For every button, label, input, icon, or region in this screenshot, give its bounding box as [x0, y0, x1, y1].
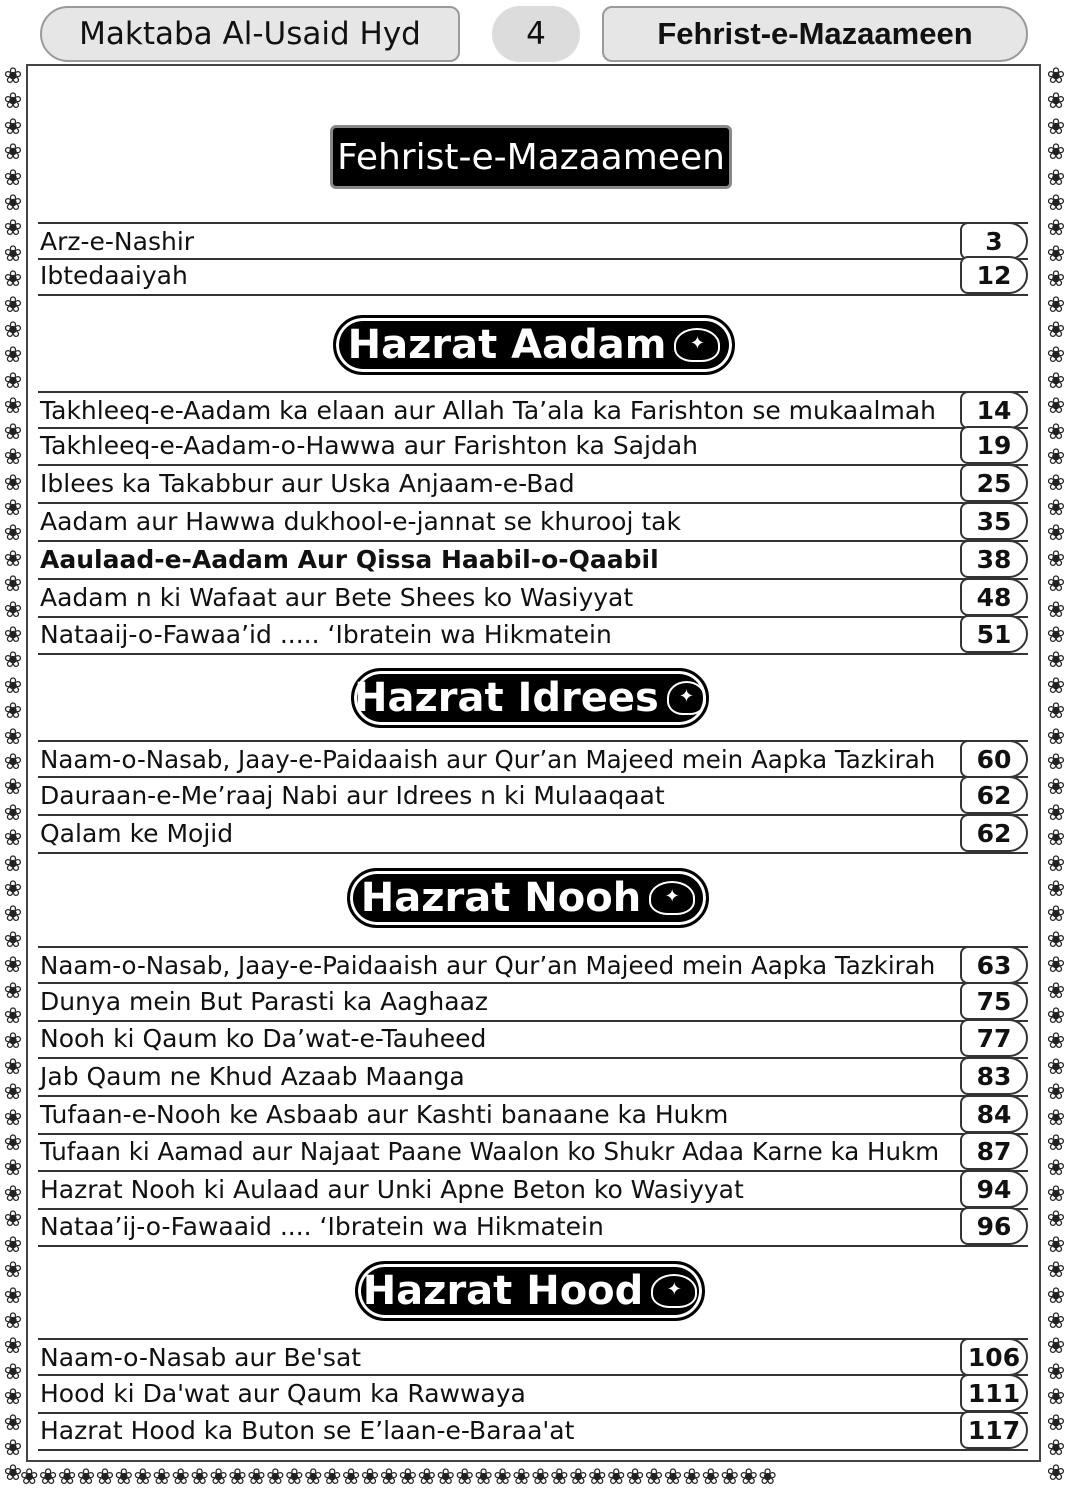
- toc-entry-title: Naam-o-Nasab, Jaay-e-Paidaaish aur Qur’an Majeed mein Aapka Tazkirah: [40, 951, 936, 980]
- section-heading-nooh: [347, 868, 709, 928]
- toc-page-number: 84: [960, 1095, 1028, 1133]
- toc-page-number: 117: [960, 1411, 1028, 1449]
- toc-page-number: 38: [960, 540, 1028, 578]
- toc-entry-title: Aadam aur Hawwa dukhool-e-jannat se khurooj tak: [40, 507, 681, 536]
- toc-entry-title: Jab Qaum ne Khud Azaab Maanga: [40, 1062, 465, 1091]
- toc-page-number: 63: [960, 946, 1028, 984]
- toc-row[interactable]: [38, 466, 1028, 504]
- toc-entry-title: Takhleeq-e-Aadam ka elaan aur Allah Ta’ala ka Farishton se mukaalmah: [40, 396, 937, 425]
- toc-entry-title: Tufaan ki Aamad aur Najaat Paane Waalon ko Shukr Adaa Karne ka Hukm: [40, 1137, 940, 1166]
- honorific-seal-icon: ✦: [651, 1274, 697, 1308]
- toc-row[interactable]: [38, 1209, 1028, 1247]
- toc-entry-title: Nataa’ij-o-Fawaaid .... ‘Ibratein wa Hikmatein: [40, 1212, 604, 1241]
- toc-row[interactable]: [38, 391, 1028, 429]
- toc-row[interactable]: [38, 580, 1028, 618]
- bottom-ornament-border: ❀❀❀❀❀❀❀❀❀❀❀❀❀❀❀❀❀❀❀❀❀❀❀❀❀❀❀❀❀❀❀❀❀❀❀❀❀❀❀❀: [20, 1465, 778, 1490]
- toc-row[interactable]: [38, 222, 1028, 260]
- toc-entry-title: Hazrat Hood ka Buton se E’laan-e-Baraa'at: [40, 1416, 575, 1445]
- toc-page-number: 3: [960, 222, 1028, 260]
- toc-row[interactable]: [38, 816, 1028, 854]
- toc-row[interactable]: [38, 946, 1028, 984]
- toc-page-number: 94: [960, 1170, 1028, 1208]
- toc-entry-title: Hood ki Da'wat aur Qaum ka Rawwaya: [40, 1379, 526, 1408]
- toc-row[interactable]: [38, 1376, 1028, 1414]
- toc-row[interactable]: [38, 1059, 1028, 1097]
- toc-page-number: 62: [960, 814, 1028, 852]
- toc-page-number: 83: [960, 1057, 1028, 1095]
- toc-page-number: 77: [960, 1019, 1028, 1057]
- toc-entry-title: Aadam n ki Wafaat aur Bete Shees ko Wasiyyat: [40, 583, 634, 612]
- toc-entry-title: Takhleeq-e-Aadam-o-Hawwa aur Farishton ka Sajdah: [40, 431, 698, 460]
- toc-row[interactable]: [38, 258, 1028, 296]
- header-publisher: Maktaba Al-Usaid Hyd: [40, 6, 460, 62]
- toc-row[interactable]: [38, 1338, 1028, 1376]
- toc-row[interactable]: [38, 740, 1028, 778]
- toc-entry-title: Hazrat Nooh ki Aulaad aur Unki Apne Beton ko Wasiyyat: [40, 1175, 744, 1204]
- header-section-title: Fehrist-e-Mazaameen: [602, 6, 1028, 62]
- toc-entry-title: Nooh ki Qaum ko Da’wat-e-Tauheed: [40, 1024, 487, 1053]
- toc-page-number: 14: [960, 391, 1028, 429]
- section-heading-text: Hazrat Hood: [362, 1268, 644, 1314]
- toc-page-number: 25: [960, 464, 1028, 502]
- honorific-seal-icon: ✦: [667, 681, 706, 715]
- left-ornament-border: ❀ ❀ ❀ ❀ ❀ ❀ ❀ ❀ ❀ ❀ ❀ ❀ ❀ ❀ ❀ ❀ ❀ ❀ ❀ ❀ ❀ ❀ ❀ ❀ ❀ ❀ ❀ ❀ ❀ ❀ ❀ ❀ ❀ ❀ ❀ ❀ ❀ ❀ ❀ ❀ ❀ ❀ ❀ ❀ ❀ ❀ ❀ ❀ ❀ ❀ ❀ ❀ ❀ ❀ ❀ ❀: [3, 64, 23, 1487]
- toc-row[interactable]: [38, 1134, 1028, 1172]
- toc-page-number: 48: [960, 578, 1028, 616]
- toc-page-number: 62: [960, 776, 1028, 814]
- toc-entry-title: Naam-o-Nasab aur Be'sat: [40, 1343, 362, 1372]
- toc-entry-title: Dunya mein But Parasti ka Aaghaaz: [40, 987, 489, 1016]
- toc-page-number: 106: [960, 1338, 1028, 1376]
- section-heading-hood: [355, 1261, 705, 1321]
- toc-page-number: 96: [960, 1207, 1028, 1245]
- toc-row[interactable]: [38, 504, 1028, 542]
- honorific-seal-icon: ✦: [674, 328, 720, 362]
- header-page-number: 4: [492, 6, 580, 62]
- toc-row[interactable]: [38, 778, 1028, 816]
- toc-page-number: 111: [960, 1374, 1028, 1412]
- toc-row[interactable]: [38, 1172, 1028, 1210]
- toc-page-number: 60: [960, 740, 1028, 778]
- toc-page-number: 35: [960, 502, 1028, 540]
- toc-page-number: 87: [960, 1132, 1028, 1170]
- section-heading-idrees: [351, 668, 709, 728]
- section-heading-text: Hazrat Aadam: [347, 322, 667, 368]
- toc-entry-title: Iblees ka Takabbur aur Uska Anjaam-e-Bad: [40, 469, 575, 498]
- toc-entry-title: Arz-e-Nashir: [40, 227, 195, 256]
- section-heading-text: Hazrat Idrees: [354, 675, 659, 721]
- toc-page-number: 19: [960, 426, 1028, 464]
- toc-row[interactable]: [38, 1021, 1028, 1059]
- section-heading-text: Hazrat Nooh: [360, 875, 642, 921]
- toc-row[interactable]: [38, 542, 1028, 580]
- toc-page-number: 75: [960, 982, 1028, 1020]
- toc-page-number: 51: [960, 615, 1028, 653]
- toc-row[interactable]: [38, 617, 1028, 655]
- toc-entry-title: Nataaij-o-Fawaa’id ..... ‘Ibratein wa Hikmatein: [40, 620, 612, 649]
- toc-entry-title: Tufaan-e-Nooh ke Asbaab aur Kashti banaane ka Hukm: [40, 1100, 729, 1129]
- toc-row[interactable]: [38, 1097, 1028, 1135]
- right-ornament-border: ❀ ❀ ❀ ❀ ❀ ❀ ❀ ❀ ❀ ❀ ❀ ❀ ❀ ❀ ❀ ❀ ❀ ❀ ❀ ❀ ❀ ❀ ❀ ❀ ❀ ❀ ❀ ❀ ❀ ❀ ❀ ❀ ❀ ❀ ❀ ❀ ❀ ❀ ❀ ❀ ❀ ❀ ❀ ❀ ❀ ❀ ❀ ❀ ❀ ❀ ❀ ❀ ❀ ❀ ❀ ❀: [1046, 64, 1066, 1487]
- toc-entry-title: Aaulaad-e-Aadam Aur Qissa Haabil-o-Qaabil: [40, 545, 659, 574]
- toc-entry-title: Dauraan-e-Me’raaj Nabi aur Idrees n ki Mulaaqaat: [40, 781, 665, 810]
- honorific-seal-icon: ✦: [649, 881, 695, 915]
- toc-entry-title: Ibtedaaiyah: [40, 261, 188, 290]
- toc-entry-title: Qalam ke Mojid: [40, 819, 234, 848]
- section-heading-aadam: [333, 315, 735, 375]
- toc-entry-title: Naam-o-Nasab, Jaay-e-Paidaaish aur Qur’an Majeed mein Aapka Tazkirah: [40, 745, 936, 774]
- toc-page-number: 12: [960, 256, 1028, 294]
- toc-row[interactable]: [38, 1413, 1028, 1451]
- toc-row[interactable]: [38, 428, 1028, 466]
- page-title: Fehrist-e-Mazaameen: [330, 125, 732, 189]
- toc-row[interactable]: [38, 984, 1028, 1022]
